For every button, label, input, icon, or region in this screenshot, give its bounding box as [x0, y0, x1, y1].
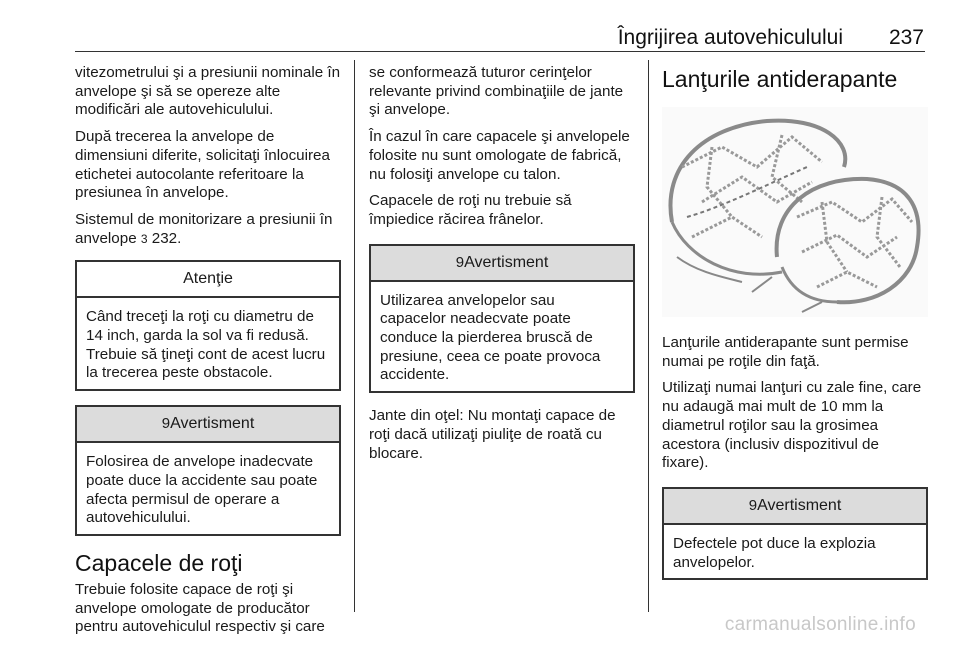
paragraph: vitezometrului şi a presiunii nominale în anvelope şi să se opereze alte modificări ale autovehiculului. [75, 64, 341, 119]
snow-chains-illustration [662, 107, 928, 317]
warning-box [369, 244, 635, 394]
caution-text: Când treceţi la roţi cu diametru de 14 inch, garda la sol va fi redusă. Trebuie să ţineţi cont de acest lucru la trecerea peste obstacole. [86, 308, 326, 382]
warning-text: Defectele pot duce la explozia anvelopelor. [673, 534, 876, 571]
column-1 [75, 64, 341, 645]
warning-triangle-icon: 9 [455, 253, 465, 271]
warning-title: Avertisment [464, 253, 549, 271]
header-title: Îngrijirea autovehiculului [617, 26, 843, 49]
paragraph: se conformează tuturor cerinţelor relevante privind combinaţiile de jante şi anvelope. [369, 64, 624, 119]
paragraph: Jante din oţel: Nu montaţi capace de roţi dacă utilizaţi piuliţe de roată cu blocare. [369, 407, 616, 462]
paragraph: În cazul în care capacele şi anvelopele folosite nu sunt omologate de fabrică, nu folosiţi anvelope cu talon. [369, 128, 630, 183]
paragraph: Utilizaţi numai lanţuri cu zale fine, care nu adaugă mai mult de 10 mm la diametrul roţilor sau la grosimea acestora (inclusiv dispozitivul de fixare). [662, 379, 922, 472]
column-3 [662, 64, 928, 590]
column-divider-1 [354, 60, 355, 612]
column-divider-2 [648, 60, 649, 612]
page-number: 237 [888, 26, 924, 49]
paragraph: După trecerea la anvelope de dimensiuni diferite, solicitaţi înlocuirea etichetei autocolante referitoare la presiunea în anvelope. [75, 128, 330, 202]
section-heading: Capacele de roţi [75, 549, 243, 576]
warning-title: Avertisment [757, 496, 842, 514]
warning-box [75, 405, 341, 536]
section-heading: Lanţurile antiderapante [662, 66, 898, 92]
column-2 [369, 64, 635, 471]
caution-box [75, 260, 341, 391]
warning-text: Utilizarea anvelopelor sau capacelor neadecvate poate conduce la pierderea bruscă de presiune, ceea ce poate provoca accidente. [380, 291, 601, 384]
paragraph [75, 211, 341, 248]
warning-triangle-icon: 9 [161, 415, 171, 433]
paragraph: Trebuie folosite capace de roţi şi anvelope omologate de producător pentru autovehiculul respectiv şi care [75, 580, 325, 636]
cross-reference-icon: 3 [140, 231, 148, 246]
warning-box [662, 487, 928, 580]
warning-text: Folosirea de anvelope inadecvate poate duce la accidente sau poate afecta permisul de operare a autovehiculului. [86, 453, 318, 527]
paragraph: Lanţurile antiderapante sunt permise numai pe roţile din faţă. [662, 334, 909, 370]
warning-title: Avertisment [170, 415, 255, 433]
header-rule [75, 51, 925, 52]
caution-title: Atenţie [77, 262, 339, 298]
page-reference[interactable]: 232. [147, 229, 182, 247]
warning-triangle-icon: 9 [748, 496, 758, 514]
watermark: carmanualsonline.info [724, 614, 916, 635]
paragraph: Capacele de roţi nu trebuie să împiedice răcirea frânelor. [369, 192, 572, 228]
paragraph-text: Sistemul de monitorizare a presiunii în anvelope [75, 210, 333, 247]
